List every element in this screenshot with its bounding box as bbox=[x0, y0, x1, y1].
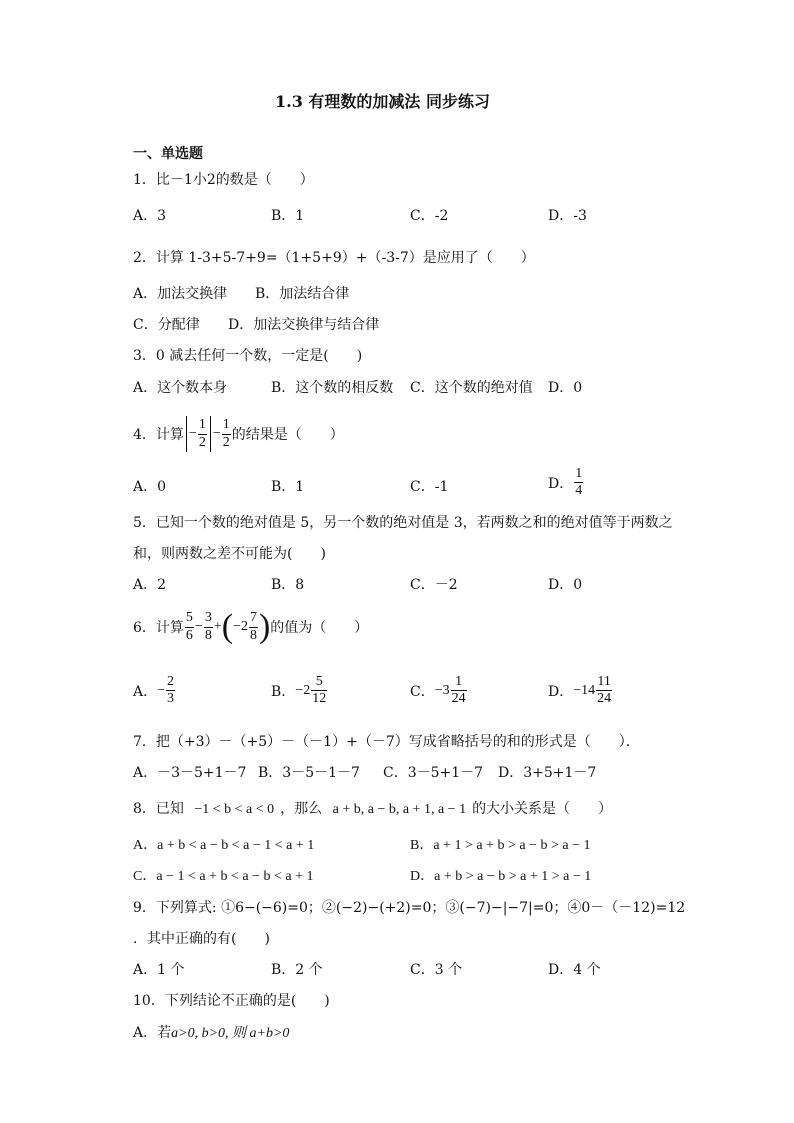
q8-option-a: A．a + b < a − b < a − 1 < a + 1 bbox=[133, 838, 315, 853]
q6-option-c: C．−3 $\frac{1}{24}$ bbox=[410, 674, 466, 707]
q1-option-b: B．1 bbox=[271, 208, 305, 224]
q4-option-c: C．-1 bbox=[410, 479, 449, 495]
question-6-stem bbox=[133, 610, 368, 644]
q6-suffix: 的值为（ ） bbox=[270, 620, 369, 636]
section-heading: 一、单选题 bbox=[133, 146, 203, 162]
q2-option-c: C．分配律 bbox=[133, 317, 200, 333]
q6-prefix: 6．计算 bbox=[133, 620, 184, 636]
q4-fraction-1: $\frac{1}{2}$ bbox=[198, 417, 206, 450]
q6-option-b: B．−2 $\frac{5}{12}$ bbox=[271, 674, 327, 707]
page-title: 1.3 有理数的加减法 同步练习 bbox=[275, 92, 490, 111]
q4-minus-1: − bbox=[188, 426, 197, 441]
q8-option-d: D．a + b > a − b > a + 1 > a − 1 bbox=[410, 869, 592, 884]
q9-option-d: D．4 个 bbox=[548, 962, 601, 978]
q6-fraction-2: $\frac{3}{8}$ bbox=[204, 610, 212, 643]
q3-option-b: B．这个数的相反数 bbox=[271, 380, 394, 396]
question-2-stem: 2．计算 1-3+5-7+9=（1+5+9）+（-3-7）是应用了（ ） bbox=[133, 250, 535, 266]
q1-option-a: A．3 bbox=[133, 208, 167, 224]
question-9-line-2: ．其中正确的有( ) bbox=[133, 931, 270, 947]
q7-option-b: B．3－5－1－7 bbox=[258, 765, 360, 781]
q9-option-a: A．1 个 bbox=[133, 962, 185, 978]
q4-option-d: D． $\frac{1}{4}$ bbox=[548, 466, 583, 499]
q6-fraction-3: $\frac{7}{8}$ bbox=[249, 610, 257, 643]
q6-right-paren: ) bbox=[258, 608, 271, 645]
question-1-stem: 1．比－1小2的数是（ ） bbox=[133, 172, 314, 188]
q6-fraction-1: $\frac{5}{6}$ bbox=[185, 610, 193, 643]
q3-option-d: D．0 bbox=[548, 380, 583, 396]
q4-d-fraction: $\frac{1}{4}$ bbox=[575, 466, 583, 499]
q2-option-d: D．加法交换律与结合律 bbox=[228, 317, 380, 333]
q1-option-d: D．-3 bbox=[548, 208, 587, 224]
q10-option-a: A．若a>0, b>0, 则 a+b>0 bbox=[133, 1025, 290, 1041]
question-5-line-2: 和，则两数之差不可能为( ) bbox=[133, 546, 326, 562]
q8-condition: −1 < b < a < 0 bbox=[194, 802, 275, 817]
q7-option-a: A．－3－5+1－7 bbox=[133, 765, 247, 781]
q9-option-b: B．2 个 bbox=[271, 962, 323, 978]
question-7-stem: 7．把（+3）－（+5）－（－1）+（－7）写成省略括号的和的形式是（ ）． bbox=[133, 734, 640, 750]
q5-option-d: D．0 bbox=[548, 577, 583, 593]
q3-option-c: C．这个数的绝对值 bbox=[410, 380, 533, 396]
q8-option-b: B．a + 1 > a + b > a − b > a − 1 bbox=[410, 838, 591, 853]
q6-op-2: + bbox=[213, 619, 222, 634]
q4-option-a: A．0 bbox=[133, 479, 167, 495]
q4-minus-2: − bbox=[212, 426, 221, 441]
q7-option-c: C．3－5+1－7 bbox=[383, 765, 484, 781]
question-8-stem: 8．已知 −1 < b < a < 0 ，那么 a + b, a − b, a + 1, a − 1 的大小关系是（ ） bbox=[133, 801, 613, 817]
q6-option-a: A．− $\frac{2}{3}$ bbox=[133, 674, 175, 707]
q6-option-d: D．−14 $\frac{11}{24}$ bbox=[548, 674, 612, 707]
q2-option-b: B．加法结合律 bbox=[255, 286, 350, 302]
q6-op-1: − bbox=[194, 619, 203, 634]
question-9-line-1: 9．下列算式: ①6−(−6)=0；②(−2)−(+2)=0；③(−7)−|−7|=0；④0－（－12)=12 bbox=[133, 900, 686, 916]
q4-suffix: 的结果是（ ） bbox=[231, 427, 344, 443]
abs-bar-left bbox=[186, 416, 187, 452]
q5-option-b: B．8 bbox=[271, 577, 305, 593]
q9-option-c: C．3 个 bbox=[410, 962, 463, 978]
abs-bar-right bbox=[210, 416, 211, 452]
q4-option-b: B．1 bbox=[271, 479, 305, 495]
q6-negative-whole: −2 bbox=[233, 619, 248, 634]
q1-option-c: C．-2 bbox=[410, 208, 449, 224]
q7-option-d: D．3+5+1－7 bbox=[498, 765, 597, 781]
question-10-stem: 10．下列结论不正确的是( ) bbox=[133, 993, 330, 1009]
question-4-stem bbox=[133, 416, 344, 452]
q4-fraction-2: $\frac{1}{2}$ bbox=[222, 417, 230, 450]
question-5-line-1: 5．已知一个数的绝对值是 5，另一个数的绝对值是 3，若两数之和的绝对值等于两数之 bbox=[133, 515, 673, 531]
q8-expressions: a + b, a − b, a + 1, a − 1 bbox=[332, 802, 467, 817]
q5-option-c: C．－2 bbox=[410, 577, 458, 593]
q2-option-a: A．加法交换律 bbox=[133, 286, 228, 302]
q5-option-a: A．2 bbox=[133, 577, 167, 593]
question-3-stem: 3．0 减去任何一个数，一定是( ) bbox=[133, 348, 363, 364]
q3-option-a: A．这个数本身 bbox=[133, 380, 228, 396]
q4-prefix: 4．计算 bbox=[133, 427, 184, 443]
q6-left-paren: ( bbox=[221, 608, 234, 645]
q8-option-c: C．a − 1 < a + b < a − b < a + 1 bbox=[133, 869, 314, 884]
